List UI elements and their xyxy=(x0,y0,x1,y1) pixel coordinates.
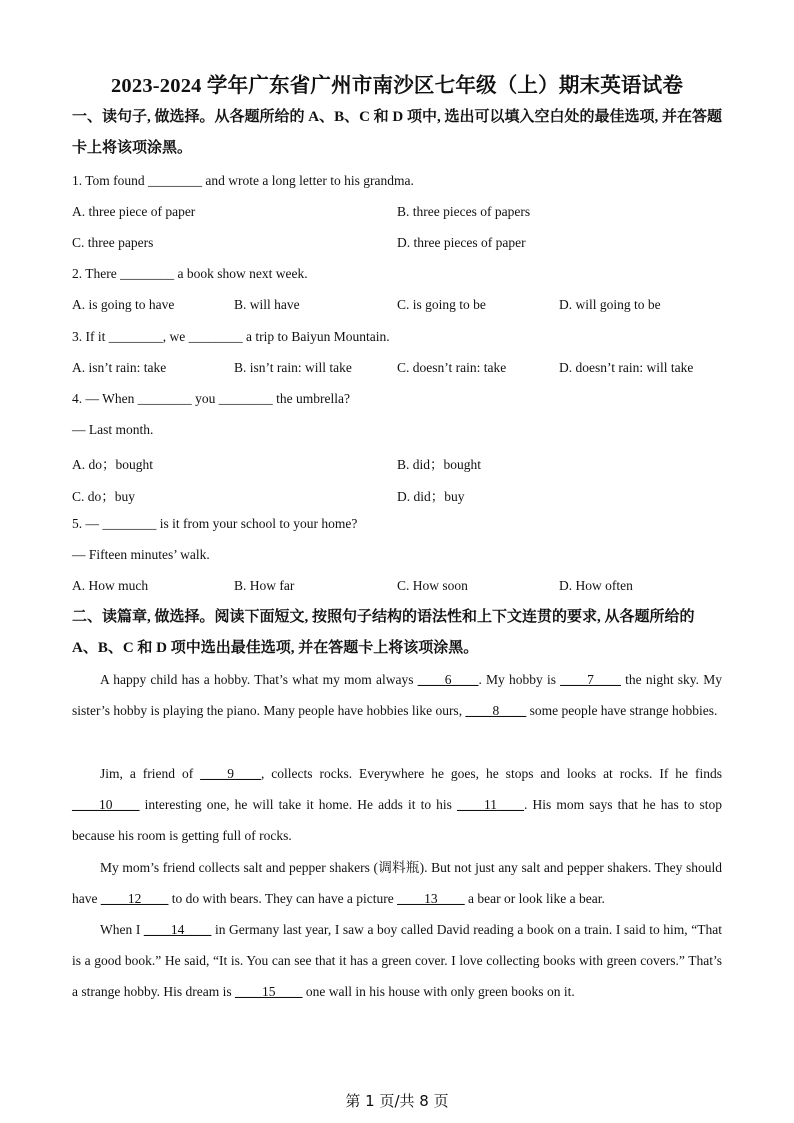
blank-8: ____8____ xyxy=(465,703,527,719)
blank-15: ____15____ xyxy=(234,984,303,1000)
question-3-option-b[interactable]: B. isn’t rain: will take xyxy=(234,360,352,375)
section2-heading: 二、读篇章, 做选择。阅读下面短文, 按照句子结构的语法性和上下文连贯的要求, 从各题所给的 A、B、C 和 D 项中选出最佳选项, 并在答题卡上将该项涂黑。 xyxy=(72,609,695,656)
passage-text: My mom’s friend collects salt and pepper shakers (调料瓶). But not just any salt and pepper shakers. They should have xyxy=(72,860,722,907)
passage-text: some people have strange hobbies. xyxy=(526,703,718,719)
passage-text: a bear or look like a bear. xyxy=(464,891,605,907)
blank-12: ____12____ xyxy=(100,891,169,907)
passage-paragraph-2 xyxy=(72,758,722,852)
question-2-option-a[interactable]: A. is going to have xyxy=(72,297,175,312)
passage-text: Jim, a friend of xyxy=(100,766,201,781)
question-5-stem: 5. — ________ is it from your school to your home? xyxy=(72,516,358,531)
question-3-stem: 3. If it ________, we ________ a trip to Baiyun Mountain. xyxy=(72,329,390,344)
passage-text: in Germany last year, I saw a boy called David reading a book on a train. I said to him, “That is a good book.” He said, “It is. You can see that it has a green cover. I love collecting books with green covers.” That’s a strange hobby. His dream is xyxy=(72,922,722,1000)
passage-text: the night sky. My sister’s hobby is playing the piano. Many people have hobbies like ours, xyxy=(72,672,722,719)
question-3-option-c[interactable]: C. doesn’t rain: take xyxy=(397,360,507,375)
question-2-stem: 2. There ________ a book show next week. xyxy=(72,266,308,281)
question-1-option-c[interactable]: C. three papers xyxy=(72,235,154,250)
question-3-option-a[interactable]: A. isn’t rain: take xyxy=(72,360,167,375)
question-1-option-d[interactable]: D. three pieces of paper xyxy=(397,235,526,250)
section1-heading: 一、读句子, 做选择。从各题所给的 A、B、C 和 D 项中, 选出可以填入空白处的最佳选项, 并在答题卡上将该项涂黑。 xyxy=(72,109,723,156)
blank-7: ____7____ xyxy=(560,672,621,687)
question-2-option-d[interactable]: D. will going to be xyxy=(559,297,661,312)
question-4-option-b[interactable]: B. did；bought xyxy=(397,457,482,472)
blank-9: ____9____ xyxy=(200,766,261,781)
question-4-option-d[interactable]: D. did；buy xyxy=(397,489,465,504)
page-footer: 第 1 页/共 8 页 xyxy=(345,1092,449,1110)
passage-text: one wall in his house with only green books on it. xyxy=(302,984,575,1000)
question-5-option-d[interactable]: D. How often xyxy=(559,578,633,593)
passage-text: , collects rocks. Everywhere he goes, he stops and looks at rocks. If he finds xyxy=(260,766,722,781)
question-5-option-c[interactable]: C. How soon xyxy=(397,578,468,593)
blank-13: ____13____ xyxy=(397,891,465,907)
question-5-option-b[interactable]: B. How far xyxy=(234,578,295,593)
question-4-option-c[interactable]: C. do；buy xyxy=(72,489,136,504)
question-2-option-b[interactable]: B. will have xyxy=(234,297,300,312)
passage-paragraph-1 xyxy=(72,664,722,726)
exam-title: 2023-2024 学年广东省广州市南沙区七年级（上）期末英语试卷 xyxy=(110,75,684,97)
passage-paragraph-3 xyxy=(72,852,722,914)
question-5-reply: — Fifteen minutes’ walk. xyxy=(72,547,210,562)
passage-text: . My hobby is xyxy=(478,672,561,687)
question-1-stem: 1. Tom found ________ and wrote a long letter to his grandma. xyxy=(72,173,414,188)
passage-text: A happy child has a hobby. That’s what my mom always xyxy=(100,672,418,687)
passage-paragraph-4 xyxy=(72,914,722,1008)
question-4-reply: — Last month. xyxy=(72,422,154,437)
question-1-option-b[interactable]: B. three pieces of papers xyxy=(397,204,531,219)
blank-10: ____10____ xyxy=(72,797,140,813)
blank-14: ____14____ xyxy=(143,922,212,937)
question-3-option-d[interactable]: D. doesn’t rain: will take xyxy=(559,360,694,375)
question-5-option-a[interactable]: A. How much xyxy=(72,578,149,593)
passage-text: . His mom says that he has to stop because his room is getting full of rocks. xyxy=(72,797,722,844)
passage-text: When I xyxy=(100,922,144,937)
blank-6: ____6____ xyxy=(417,672,479,687)
blank-11: ____11____ xyxy=(457,797,525,813)
question-4-stem: 4. — When ________ you ________ the umbrella? xyxy=(72,391,350,406)
passage-text: interesting one, he will take it home. He adds it to his xyxy=(139,797,458,813)
question-1-option-a[interactable]: A. three piece of paper xyxy=(72,204,196,219)
question-2-option-c[interactable]: C. is going to be xyxy=(397,297,486,312)
question-4-option-a[interactable]: A. do；bought xyxy=(72,457,153,472)
passage-text: to do with bears. They can have a picture xyxy=(168,891,398,907)
